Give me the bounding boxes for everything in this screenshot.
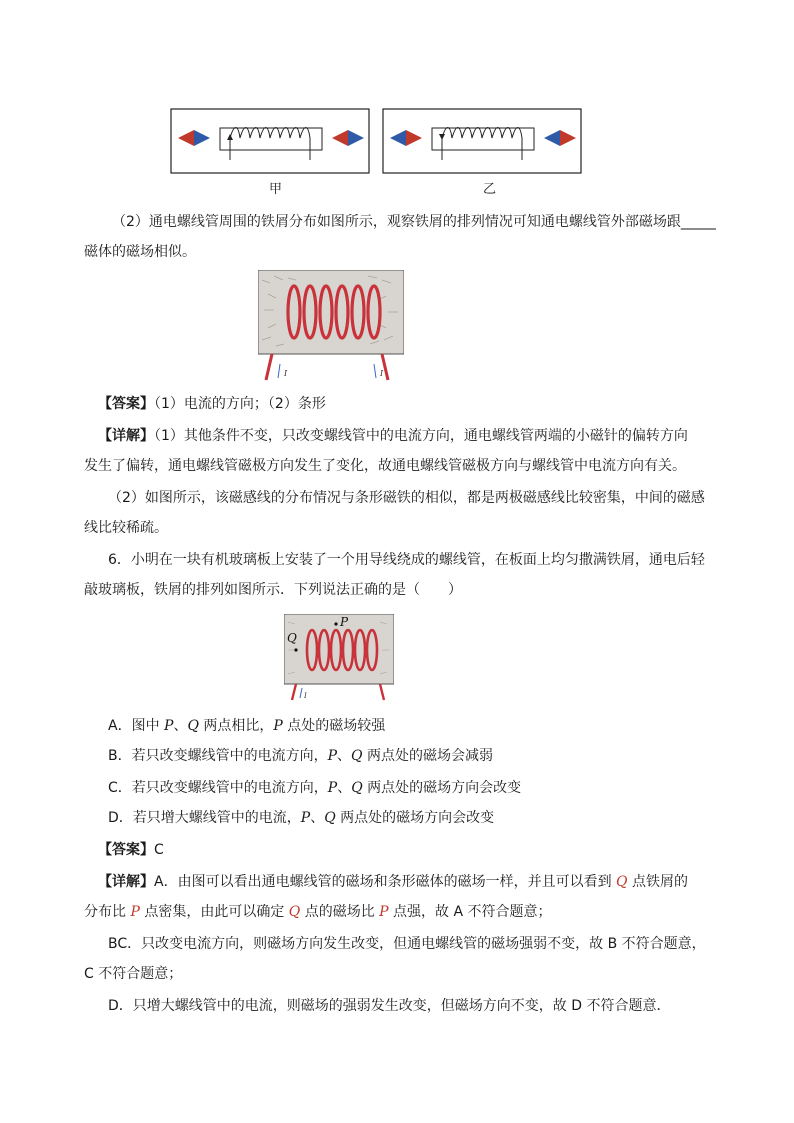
q5-detail-line2: 发生了偏转，通电螺线管磁极方向发生了变化，故通电螺线管磁极方向与螺线管中电流方向有关。 (84, 458, 686, 474)
q5-part2-line1: （2）通电螺线管周围的铁屑分布如图所示，观察铁屑的排列情况可知通电螺线管外部磁场跟_____ (112, 214, 716, 230)
solenoid-diagram-jia (170, 108, 370, 174)
q6-option-b: B．若只改变螺线管中的电流方向，P、Q 两点处的磁场会减弱 (108, 748, 493, 764)
q6-answer: 【答案】C (98, 842, 164, 858)
q6-detail-line4: C 不符合题意； (84, 966, 183, 982)
q5-detail-line1: 【详解】（1）其他条件不变，只改变螺线管中的电流方向，通电螺线管两端的小磁针的偏转方向 (98, 428, 688, 444)
current-label-right: I (380, 369, 384, 378)
figure-label-yi: 乙 (483, 182, 497, 197)
iron-filings-photo (258, 270, 404, 382)
q6-option-d: D．若只增大螺线管中的电流，P、Q 两点处的磁场方向会改变 (108, 810, 495, 826)
figure-label-jia: 甲 (269, 182, 283, 197)
q5-answer: 【答案】（1）电流的方向；（2）条形 (98, 396, 326, 412)
label-p: P (340, 615, 349, 629)
q6-stem-line1: 6．小明在一块有机玻璃板上安装了一个用导线绕成的螺线管，在板面上均匀撒满铁屑，通电后轻 (108, 552, 705, 568)
point-p (334, 622, 337, 625)
solenoid-diagram-yi (382, 108, 582, 174)
q6-detail-line3: BC．只改变电流方向，则磁场方向发生改变，但通电螺线管的磁场强弱不变，故 B 不符合题意， (108, 936, 706, 952)
q5-detail-line3: （2）如图所示，该磁感线的分布情况与条形磁铁的相似，都是两极磁感线比较密集，中间的磁感 (108, 490, 705, 506)
q5-detail-line4: 线比较稀疏。 (84, 520, 168, 536)
q6-stem-line2: 敲玻璃板，铁屑的排列如图所示．下列说法正确的是（ ） (84, 582, 462, 598)
point-q (294, 648, 297, 651)
current-label-left: I (284, 369, 288, 378)
current-label: I (304, 692, 307, 700)
q6-detail-line5: D．只增大螺线管中的电流，则磁场的强弱发生改变，但磁场方向不变，故 D 不符合题意． (108, 998, 671, 1014)
iron-filings-pq-photo (284, 614, 394, 702)
q6-option-a: A．图中 P、Q 两点相比，P 点处的磁场较强 (108, 718, 386, 734)
q5-part2-line2: 磁体的磁场相似。 (84, 244, 196, 260)
q6-detail-line1: 【详解】A．由图可以看出通电螺线管的磁场和条形磁体的磁场一样，并且可以看到 Q 点铁屑的 (98, 874, 688, 890)
q6-option-c: C．若只改变螺线管中的电流方向，P、Q 两点处的磁场方向会改变 (108, 780, 522, 796)
figure-solenoid-compass (168, 106, 584, 196)
label-q: Q (287, 631, 297, 645)
q6-detail-line2: 分布比 P 点密集，由此可以确定 Q 点的磁场比 P 点强，故 A 不符合题意； (84, 904, 552, 920)
answer-blank: _____ (680, 214, 716, 230)
